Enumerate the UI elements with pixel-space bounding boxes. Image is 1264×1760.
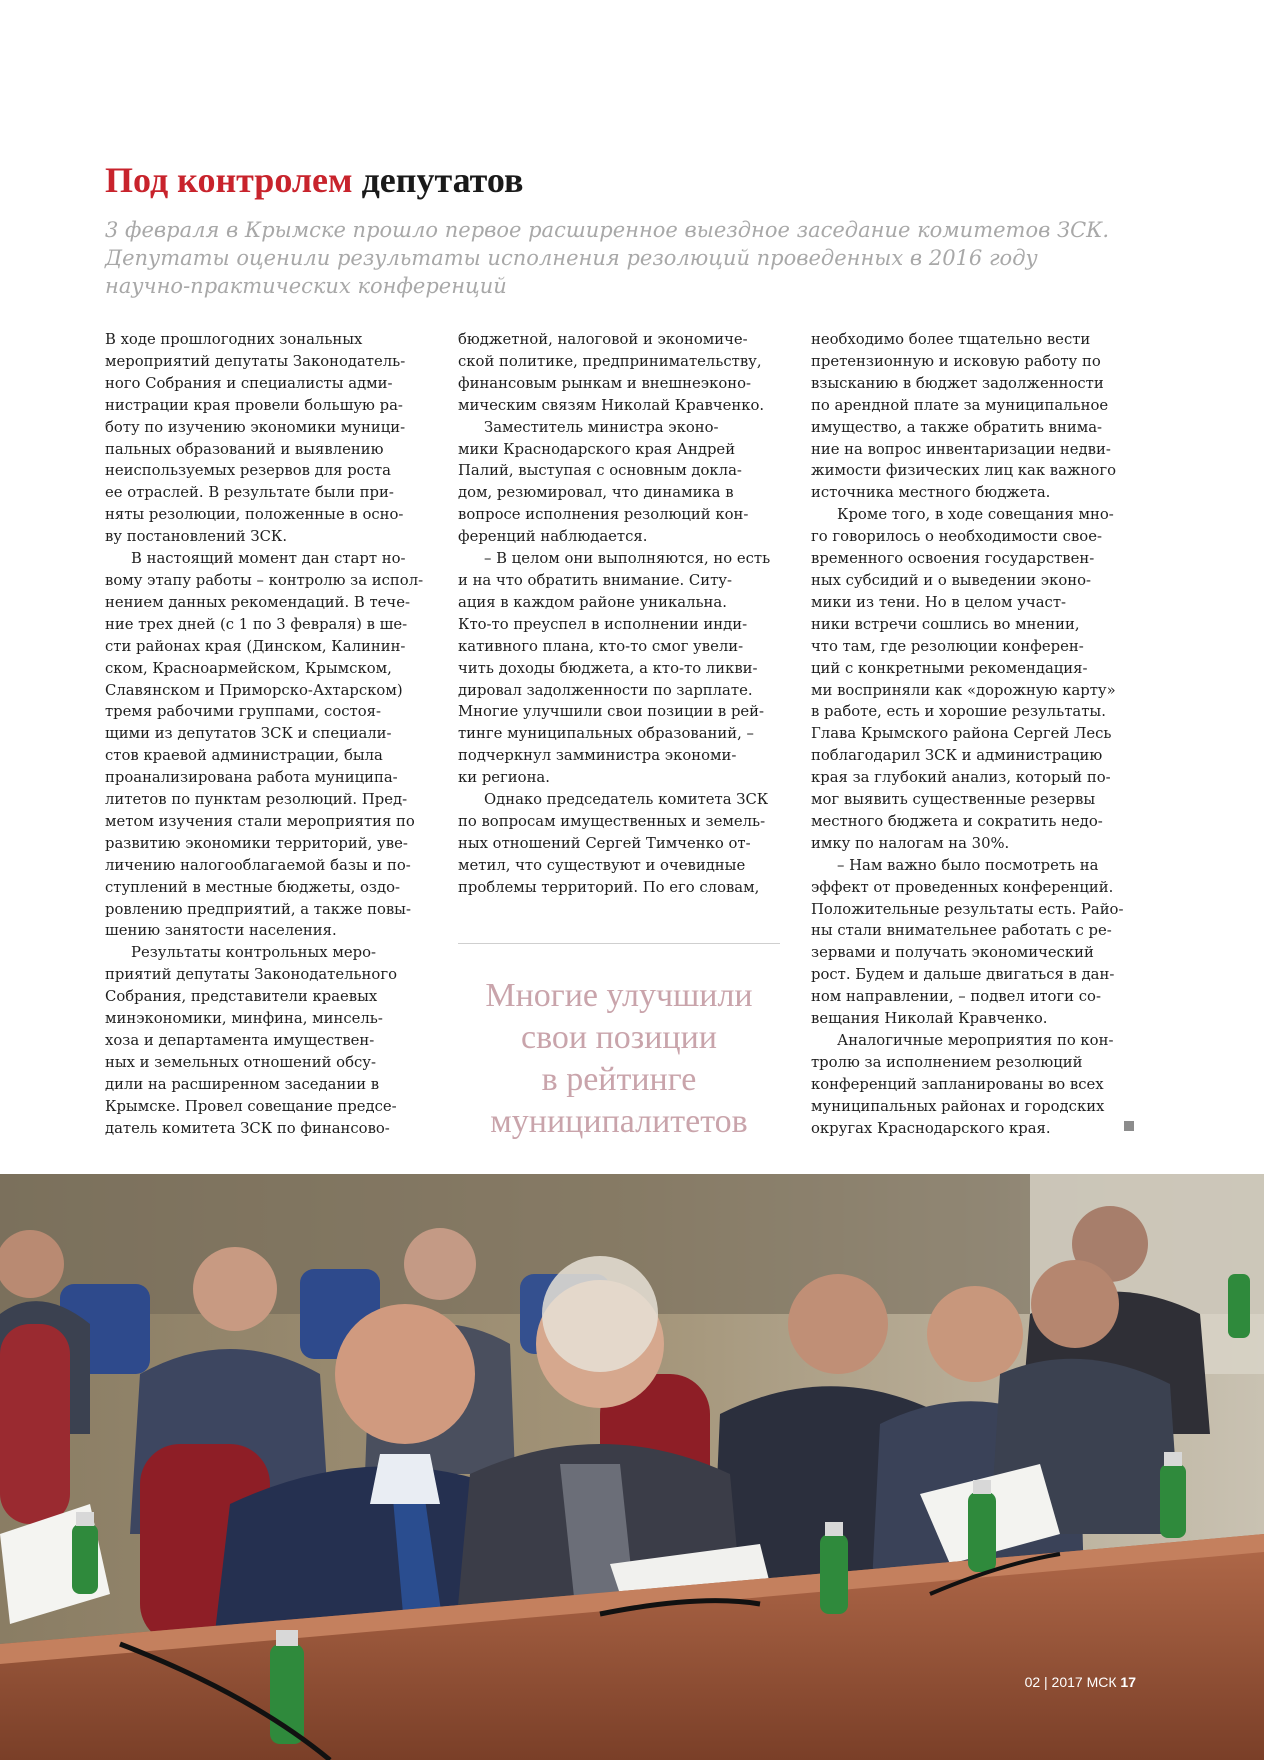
article-title — [105, 158, 523, 202]
text-line: ций с конкретными рекомендация- — [811, 659, 1088, 677]
text-line: эффект от проведенных конференций. — [811, 878, 1114, 896]
article-title-red: Под контролем — [105, 160, 353, 200]
text-line: ных и земельных отношений обсу- — [105, 1053, 376, 1071]
text-line: ее отраслей. В результате были при- — [105, 484, 394, 502]
text-line: ми восприняли как «дорожную карту» — [811, 681, 1116, 699]
text-line: зервами и получать экономический — [811, 944, 1094, 962]
text-line: ного Собрания и специалисты адми- — [105, 374, 393, 392]
text-column-3 — [811, 329, 1133, 1140]
text-column-2 — [458, 329, 780, 899]
text-line: ки региона. — [458, 769, 550, 787]
text-line: тремя рабочими группами, состоя- — [105, 703, 381, 721]
text-line: ровлению предприятий, а также повы- — [105, 900, 411, 918]
text-line: метом изучения стали мероприятия по — [105, 812, 415, 830]
text-line: проблемы территорий. По его словам, — [458, 878, 760, 896]
folio-page-number: 17 — [1120, 1674, 1136, 1690]
pull-quote-line: Многие улучшили — [485, 977, 753, 1014]
text-line: ние трех дней (с 1 по 3 февраля) в ше- — [105, 615, 408, 633]
text-line: края за глубокий анализ, который по- — [811, 769, 1111, 787]
text-line: муниципальных районах и городских — [811, 1097, 1105, 1115]
text-line: поблагодарил ЗСК и администрацию — [811, 747, 1103, 765]
pull-quote-line: муниципалитетов — [490, 1103, 748, 1140]
text-line: кативного плана, кто-то смог увели- — [458, 637, 744, 655]
text-line: датель комитета ЗСК по финансово- — [105, 1119, 390, 1137]
text-line: дом, резюмировал, что динамика в — [458, 484, 734, 502]
text-line: сти районах края (Динском, Калинин- — [105, 637, 406, 655]
text-line: Славянском и Приморско-Ахтарском) — [105, 681, 403, 699]
text-line: Однако председатель комитета ЗСК — [484, 791, 769, 809]
text-line: развитию экономики территорий, уве- — [105, 834, 408, 852]
text-line: В настоящий момент дан старт но- — [131, 550, 406, 568]
lead-line: Депутаты оценили результаты исполнения резолюций проведенных в 2016 году — [105, 246, 1038, 270]
text-line: ники встречи сошлись во мнении, — [811, 615, 1080, 633]
text-line: – Нам важно было посмотреть на — [837, 856, 1099, 874]
article-end-mark — [1124, 1121, 1134, 1131]
text-line: дили на расширенном заседании в — [105, 1075, 380, 1093]
text-line: чить доходы бюджета, а кто-то ликви- — [458, 659, 758, 677]
lead-line: 3 февраля в Крымске прошло первое расширенное выездное заседание комитетов ЗСК. — [105, 218, 1110, 242]
text-line: ны стали внимательнее работать с ре- — [811, 922, 1112, 940]
text-line: шению занятости населения. — [105, 922, 337, 940]
text-line: Многие улучшили свои позиции в рей- — [458, 703, 765, 721]
text-line: имку по налогам на 30%. — [811, 834, 1010, 852]
text-line: тролю за исполнением резолюций — [811, 1053, 1083, 1071]
folio-issue: 02 | 2017 — [1024, 1674, 1083, 1690]
text-line: проанализирована работа муниципа- — [105, 769, 398, 787]
text-line: метил, что существуют и очевидные — [458, 856, 746, 874]
text-line: в работе, есть и хорошие результаты. — [811, 703, 1106, 721]
article-title-black: депутатов — [361, 160, 524, 200]
text-line: неиспользуемых резервов для роста — [105, 462, 391, 480]
lead-line: научно-практических конференций — [105, 274, 507, 298]
text-line: имущество, а также обратить внима- — [811, 418, 1103, 436]
text-line: конференций запланированы во всех — [811, 1075, 1104, 1093]
text-line: временного освоения государствен- — [811, 550, 1095, 568]
text-line: бюджетной, налоговой и экономиче- — [458, 331, 748, 348]
text-line: го говорилось о необходимости свое- — [811, 528, 1102, 546]
text-line: тинге муниципальных образований, – — [458, 725, 754, 743]
text-line: мики Краснодарского края Андрей — [458, 440, 736, 458]
text-line: минэкономики, минфина, минсель- — [105, 1010, 383, 1028]
text-line: жимости физических лиц как важного — [811, 462, 1116, 480]
session-photo-illustration — [0, 1174, 1264, 1760]
text-line: Заместитель министра эконо- — [484, 418, 719, 436]
text-line: что там, где резолюции конферен- — [811, 637, 1084, 655]
text-line: нистрации края провели большую ра- — [105, 396, 403, 414]
text-line: и на что обратить внимание. Ситу- — [458, 571, 732, 589]
text-line: ном направлении, – подвел итоги со- — [811, 988, 1101, 1006]
text-line: литетов по пунктам резолюций. Пред- — [105, 791, 408, 809]
text-line: Результаты контрольных меро- — [131, 944, 376, 962]
text-line: источника местного бюджета. — [811, 484, 1051, 502]
text-line: ском, Красноармейском, Крымском, — [105, 659, 392, 677]
pull-quote-line: в рейтинге — [541, 1061, 697, 1098]
text-line: приятий депутаты Законодательного — [105, 966, 397, 984]
text-line: подчеркнул замминистра экономи- — [458, 747, 737, 765]
text-line: мическим связям Николай Кравченко. — [458, 396, 765, 414]
text-line: ференций наблюдается. — [458, 528, 648, 546]
text-column-1 — [105, 329, 427, 1140]
text-line: Собрания, представители краевых — [105, 988, 378, 1006]
text-line: Крымске. Провел совещание предсе- — [105, 1097, 397, 1115]
text-line: щими из депутатов ЗСК и специали- — [105, 725, 392, 743]
text-line: – В целом они выполняются, но есть — [484, 550, 771, 568]
pull-quote-line: свои позиции — [520, 1019, 717, 1056]
text-line: вещания Николай Кравченко. — [811, 1010, 1048, 1028]
text-line: няты резолюции, положенные в осно- — [105, 506, 404, 524]
text-line: ние на вопрос инвентаризации недви- — [811, 440, 1111, 458]
session-photo — [0, 1174, 1264, 1760]
text-line: по вопросам имущественных и земель- — [458, 812, 766, 830]
text-line: Положительные результаты есть. Райо- — [811, 900, 1124, 918]
text-line: мог выявить существенные резервы — [811, 791, 1096, 809]
text-line: ву постановлений ЗСК. — [105, 528, 288, 546]
text-line: боту по изучению экономики муници- — [105, 418, 406, 436]
text-line: стов краевой администрации, была — [105, 747, 383, 765]
folio-magazine: МСК — [1086, 1674, 1117, 1690]
text-line: нением данных рекомендаций. В тече- — [105, 593, 410, 611]
page-folio — [1025, 1674, 1136, 1690]
text-line: округах Краснодарского края. — [811, 1119, 1051, 1137]
text-line: Кто-то преуспел в исполнении инди- — [458, 615, 748, 633]
text-line: необходимо более тщательно вести — [811, 331, 1091, 348]
text-line: местного бюджета и сократить недо- — [811, 812, 1103, 830]
text-line: Аналогичные мероприятия по кон- — [837, 1032, 1114, 1049]
text-line: пальных образований и выявлению — [105, 440, 384, 458]
text-line: Кроме того, в ходе совещания мно- — [837, 506, 1114, 524]
text-line: взысканию в бюджет задолженности — [811, 374, 1104, 392]
text-line: ных субсидий и о выведении эконо- — [811, 571, 1092, 589]
text-line: ация в каждом районе уникальна. — [458, 593, 727, 611]
text-line: ступлений в местные бюджеты, оздо- — [105, 878, 400, 896]
text-line: Глава Крымского района Сергей Лесь — [811, 725, 1112, 743]
text-line: вопросе исполнения резолюций кон- — [458, 506, 749, 524]
text-line: по арендной плате за муниципальное — [811, 396, 1109, 414]
article-lead — [105, 216, 1165, 300]
text-line: хоза и департамента имуществен- — [105, 1032, 375, 1049]
text-line: рост. Будем и дальше двигаться в дан- — [811, 966, 1115, 984]
text-line: мики из тени. Но в целом участ- — [811, 593, 1067, 611]
text-line: мероприятий депутаты Законодатель- — [105, 352, 406, 370]
text-line: ных отношений Сергей Тимченко от- — [458, 834, 751, 852]
text-line: финансовым рынкам и внешнеэконо- — [458, 374, 752, 392]
text-line: претензионную и исковую работу по — [811, 352, 1101, 370]
text-line: личению налогооблагаемой базы и по- — [105, 856, 411, 874]
text-line: Палий, выступая с основным докла- — [458, 462, 742, 480]
text-line: вому этапу работы – контролю за испол- — [105, 571, 424, 589]
pull-quote-divider — [458, 943, 780, 944]
text-line: дировал задолженности по зарплате. — [458, 681, 753, 699]
text-line: ской политике, предпринимательству, — [458, 352, 762, 370]
text-line: В ходе прошлогодних зональных — [105, 331, 363, 348]
pull-quote — [458, 975, 780, 1143]
